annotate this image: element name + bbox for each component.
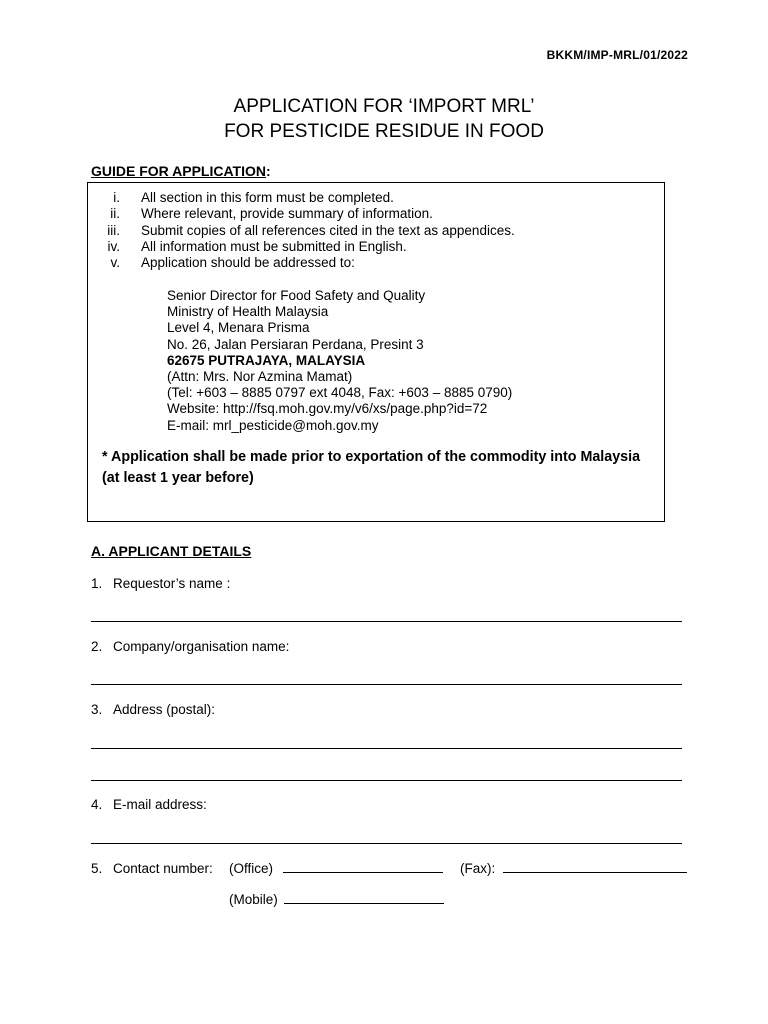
guide-item-text: All information must be submitted in English. — [141, 238, 407, 254]
office-phone-label: (Office) — [229, 861, 274, 876]
field-label: Company/organisation name: — [113, 639, 290, 654]
guide-heading-colon: : — [266, 163, 271, 179]
fax-field — [460, 861, 687, 876]
field-number: 2. — [91, 639, 103, 654]
guide-item-text: Submit copies of all references cited in the text as appendices. — [141, 222, 515, 238]
address-line: Ministry of Health Malaysia — [167, 304, 329, 320]
email-address-line[interactable] — [91, 843, 682, 844]
recipient-address — [167, 288, 512, 434]
application-timing-note: * Application shall be made prior to exportation of the commodity into Malaysia (at least 1 year before) — [102, 449, 641, 486]
section-a-heading: A. APPLICANT DETAILS — [91, 543, 252, 559]
field-label: Address (postal): — [113, 702, 216, 717]
field-label: Requestor’s name : — [113, 576, 231, 591]
field-label: Contact number: — [113, 861, 213, 876]
guide-item-number: i. — [113, 190, 120, 205]
address-phone-line: (Tel: +603 – 8885 0797 ext 4048, Fax: +603 – 8885 0790) — [167, 385, 513, 401]
field-postal-address — [91, 702, 215, 717]
guide-item-number: v. — [110, 255, 120, 271]
guide-box — [87, 182, 665, 522]
field-label: E-mail address: — [113, 797, 207, 812]
field-contact-number — [91, 861, 213, 876]
address-line: Senior Director for Food Safety and Quality — [167, 288, 426, 303]
guide-item-text: Where relevant, provide summary of information. — [141, 206, 433, 222]
postal-address-line-2[interactable] — [91, 780, 682, 781]
address-website-line: Website: http://fsq.moh.gov.my/v6/xs/page.php?id=72 — [167, 401, 488, 417]
mobile-phone-field — [229, 892, 444, 907]
guide-item-text: Application should be addressed to: — [141, 255, 355, 271]
office-phone-line[interactable] — [283, 862, 443, 873]
field-number: 3. — [91, 702, 103, 717]
title-line-2: FOR PESTICIDE RESIDUE IN FOOD — [224, 121, 544, 142]
form-title — [0, 94, 768, 144]
guide-item-number: iv. — [107, 238, 120, 254]
postal-address-line-1[interactable] — [91, 748, 682, 749]
mobile-phone-line[interactable] — [284, 893, 444, 904]
fax-line[interactable] — [503, 862, 687, 873]
field-email-address — [91, 797, 207, 812]
document-reference: BKKM/IMP-MRL/01/2022 — [546, 48, 688, 62]
guide-item-number: ii. — [110, 206, 120, 222]
fax-label: (Fax): — [460, 861, 496, 876]
address-attention-line: (Attn: Mrs. Nor Azmina Mamat) — [167, 369, 353, 385]
field-company-name — [91, 639, 289, 654]
company-name-line[interactable] — [91, 684, 682, 685]
address-line: Level 4, Menara Prisma — [167, 320, 310, 336]
guide-item-text: All section in this form must be completed. — [141, 190, 394, 205]
office-phone-field — [229, 861, 443, 876]
field-number: 5. — [91, 861, 103, 876]
guide-heading — [91, 163, 271, 179]
title-line-1: APPLICATION FOR ‘IMPORT MRL’ — [233, 96, 535, 117]
guide-item-number: iii. — [107, 222, 120, 238]
field-number: 4. — [91, 797, 103, 812]
address-line: No. 26, Jalan Persiaran Perdana, Presint 3 — [167, 336, 424, 352]
address-email-line: E-mail: mrl_pesticide@moh.gov.my — [167, 417, 379, 433]
requestor-name-line[interactable] — [91, 621, 682, 622]
address-city-line: 62675 PUTRAJAYA, MALAYSIA — [167, 352, 366, 368]
guide-heading-text: GUIDE FOR APPLICATION — [91, 163, 266, 179]
field-number: 1. — [91, 576, 103, 591]
field-requestor-name — [91, 576, 230, 591]
mobile-phone-label: (Mobile) — [229, 892, 278, 907]
